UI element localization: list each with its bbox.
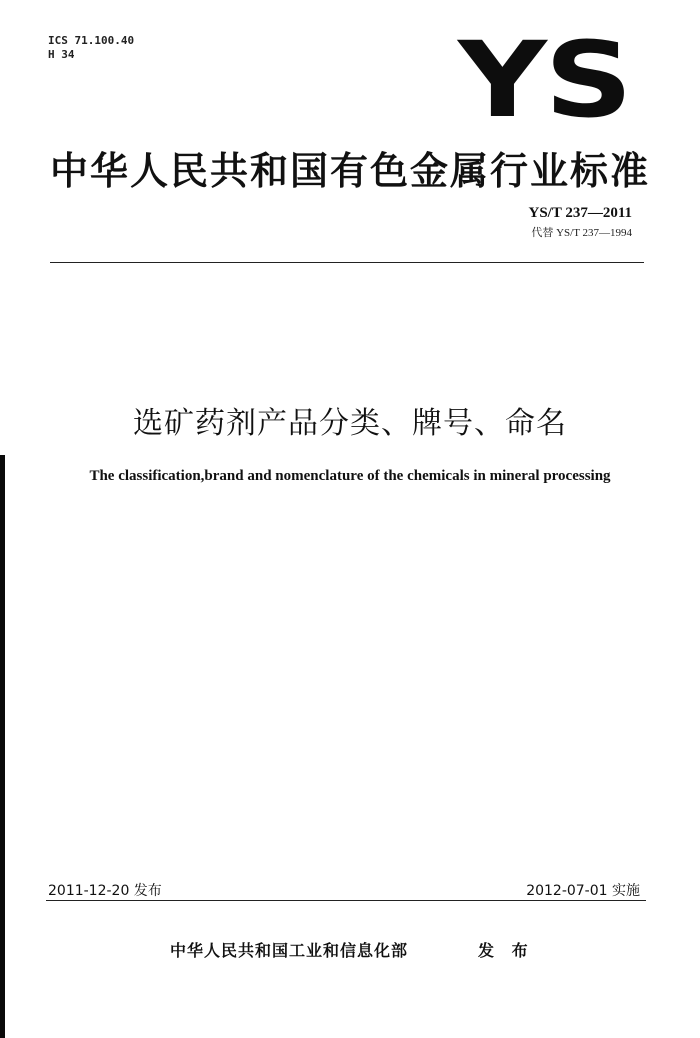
replaces-standard: 代替 YS/T 237—1994 bbox=[531, 227, 632, 239]
issue-label: 发 布 bbox=[478, 941, 534, 960]
issue-date: 2011-12-20 发布 bbox=[48, 883, 162, 899]
document-title-en: The classification,brand and nomenclature of the chemicals in mineral processing bbox=[89, 468, 611, 484]
standard-number: YS/T 237—2011 bbox=[528, 205, 632, 221]
ccs-code: H 34 bbox=[48, 48, 75, 61]
ys-logo: YS bbox=[458, 19, 631, 141]
ics-code: ICS 71.100.40 bbox=[48, 34, 135, 47]
scan-edge-shadow bbox=[0, 455, 5, 1038]
footer-divider bbox=[46, 900, 646, 901]
organization-title: 中华人民共和国有色金属行业标准 bbox=[49, 149, 650, 193]
document-title-zh: 选矿药剂产品分类、牌号、命名 bbox=[133, 406, 567, 441]
issuing-authority: 中华人民共和国工业和信息化部 bbox=[170, 941, 409, 960]
implementation-date: 2012-07-01 实施 bbox=[526, 883, 640, 899]
classification-codes bbox=[48, 34, 134, 62]
header-divider bbox=[50, 262, 644, 263]
